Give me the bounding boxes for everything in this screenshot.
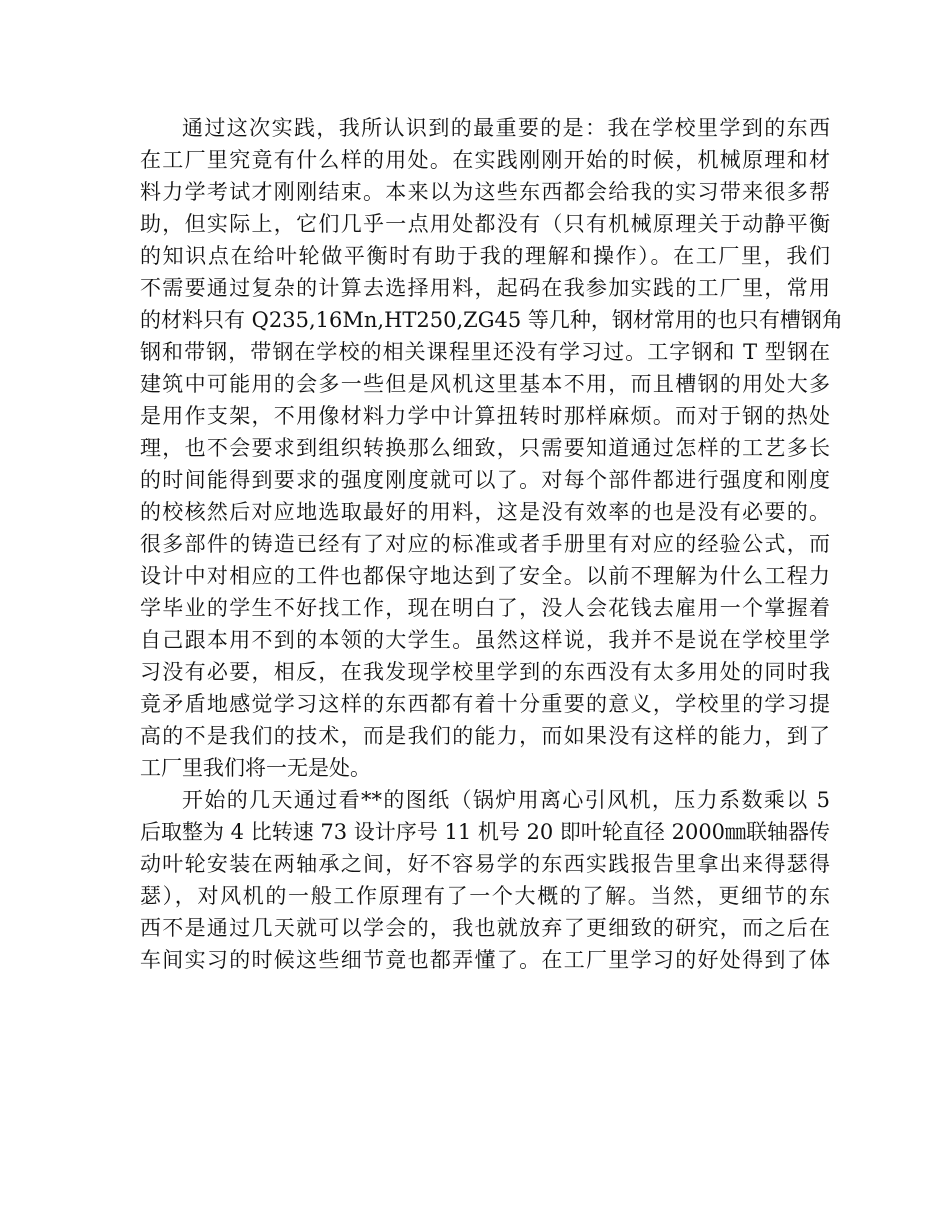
text-line: 西不是通过几天就可以学会的，我也就放弃了更细致的研究，而之后在 (140, 916, 830, 940)
text-line: 自己跟本用不到的本领的大学生。虽然这样说，我并不是说在学校里学 (140, 628, 830, 652)
text-line: 料力学考试才刚刚结束。本来以为这些东西都会给我的实习带来很多帮 (140, 180, 830, 204)
text-line: 动叶轮安装在两轴承之间，好不容易学的东西实践报告里拿出来得瑟得 (140, 852, 830, 876)
text-line: 不需要通过复杂的计算去选择用料，起码在我参加实践的工厂里，常用 (140, 276, 830, 300)
text-line: 开始的几天通过看**的图纸（锅炉用离心引风机，压力系数乘以 5 (182, 788, 830, 812)
text-line: 很多部件的铸造已经有了对应的标准或者手册里有对应的经验公式，而 (140, 532, 830, 556)
paragraph-2 (140, 784, 830, 976)
text-line: 的材料只有 Q235,16Mn,HT250,ZG45 等几种，钢材常用的也只有槽钢角 (140, 308, 843, 332)
text-line: 的校核然后对应地选取最好的用料，这是没有效率的也是没有必要的。 (140, 500, 830, 524)
text-line: 通过这次实践，我所认识到的最重要的是：我在学校里学到的东西 (182, 116, 830, 140)
text-line: 习没有必要，相反，在我发现学校里学到的东西没有太多用处的同时我 (140, 660, 830, 684)
text-line: 设计中对相应的工件也都保守地达到了安全。以前不理解为什么工程力 (140, 564, 830, 588)
text-line: 的知识点在给叶轮做平衡时有助于我的理解和操作）。在工厂里，我们 (140, 244, 830, 268)
text-line: 竟矛盾地感觉学习这样的东西都有着十分重要的意义，学校里的学习提 (140, 692, 830, 716)
text-line: 是用作支架，不用像材料力学中计算扭转时那样麻烦。而对于钢的热处 (140, 404, 830, 428)
text-line: 在工厂里究竟有什么样的用处。在实践刚刚开始的时候，机械原理和材 (140, 148, 830, 172)
text-line: 钢和带钢，带钢在学校的相关课程里还没有学习过。工字钢和 T 型钢在 (140, 340, 830, 364)
text-line: 助，但实际上，它们几乎一点用处都没有（只有机械原理关于动静平衡 (140, 212, 830, 236)
text-line: 工厂里我们将一无是处。 (140, 756, 371, 780)
text-line: 学毕业的学生不好找工作，现在明白了，没人会花钱去雇用一个掌握着 (140, 596, 830, 620)
text-line: 建筑中可能用的会多一些但是风机这里基本不用，而且槽钢的用处大多 (140, 372, 830, 396)
text-line: 瑟），对风机的一般工作原理有了一个大概的了解。当然，更细节的东 (140, 884, 830, 908)
text-line: 车间实习的时候这些细节竟也都弄懂了。在工厂里学习的好处得到了体 (140, 948, 830, 972)
body-text (140, 112, 843, 976)
text-line: 高的不是我们的技术，而是我们的能力，而如果没有这样的能力，到了 (140, 724, 830, 748)
paragraph-1 (140, 112, 843, 784)
text-line: 理，也不会要求到组织转换那么细致，只需要知道通过怎样的工艺多长 (140, 436, 830, 460)
text-line: 后取整为 4 比转速 73 设计序号 11 机号 20 即叶轮直径 2000㎜联轴器传 (140, 820, 831, 844)
text-line: 的时间能得到要求的强度刚度就可以了。对每个部件都进行强度和刚度 (140, 468, 830, 492)
